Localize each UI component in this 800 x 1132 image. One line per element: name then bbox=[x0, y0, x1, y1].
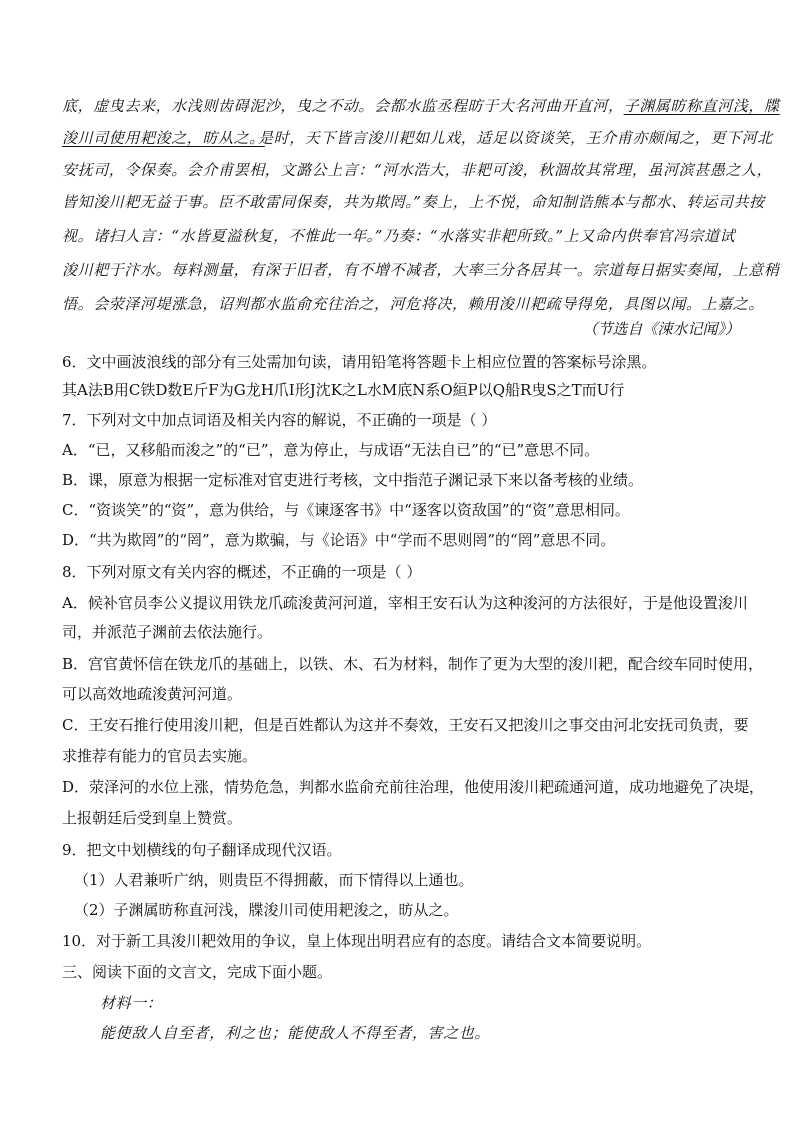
question-8-option-a-line-1: A．候补官员李公义提议用铁龙爪疏浚黄河河道，宰相王安石认为这种浚河的方法很好，于是他设置浚川 bbox=[62, 594, 748, 612]
question-6: 6．文中画波浪线的部分有三处需加句读，请用铅笔将答题卡上相应位置的答案标号涂黑。 bbox=[62, 353, 657, 371]
passage-line-1-text: 底，虚曳去来，水浅则齿碍泥沙，曳之不动。会都水监丞程昉于大名河曲开直河， bbox=[62, 97, 624, 115]
question-7-option-c: C．“资谈笑”的“资”，意为供给，与《谏逐客书》中“逐客以资敌国”的“资”意思相同。 bbox=[62, 501, 630, 519]
question-8: 8．下列对原文有关内容的概述，不正确的一项是（ ） bbox=[62, 563, 422, 581]
question-8-option-b-line-2: 可以高效地疏浚黄河河道。 bbox=[62, 685, 243, 703]
material-1-label: 材料一： bbox=[100, 994, 163, 1012]
passage-line-1 bbox=[62, 96, 780, 116]
question-7-option-d: D．“共为欺罔”的“罔”，意为欺骗，与《论语》中“学而不思则罔”的“罔”意思不同。 bbox=[62, 531, 616, 549]
question-8-option-d-line-1: D．荥泽河的水位上涨，情势危急，判都水监俞充前往治理，他使用浚川耙疏通河道，成功地避免了决堤， bbox=[62, 778, 765, 796]
question-8-option-a-line-2: 司，并派范子渊前去依法施行。 bbox=[62, 623, 273, 641]
passage-line-6: 浚川耙于汴水。每料测量，有深于旧者，有不增不减者，大率三分各居其一。宗道每日据实奏闻，上意稍 bbox=[62, 261, 780, 279]
passage-line-2-rest: 是时，天下皆言浚川耙如儿戏，适足以资谈笑，王介甫亦颇闻之，更下河北 bbox=[258, 129, 773, 147]
question-10: 10．对于新工具浚川耙效用的争议，皇上体现出明君应有的态度。请结合文本简要说明。 bbox=[62, 932, 652, 950]
passage-line-5: 视。诸扫人言：“水皆夏溢秋复，不惟此一年。”乃奏：“水落实非耙所致。”上又命内供奉官冯宗道试 bbox=[62, 227, 736, 245]
section-3-heading: 三、阅读下面的文言文，完成下面小题。 bbox=[62, 963, 333, 981]
question-7: 7．下列对文中加点词语及相关内容的解说，不正确的一项是（ ） bbox=[62, 411, 497, 429]
passage-source: （节选自《涑水记闻》） bbox=[582, 320, 740, 338]
question-7-option-b: B．课，原意为根据一定标准对官吏进行考核，文中指范子渊记录下来以备考核的业绩。 bbox=[62, 471, 644, 489]
question-9-item-1: （1）人君兼听广纳，则贵臣不得拥蔽，而下情得以上通也。 bbox=[74, 871, 474, 889]
underlined-sentence-part-2: 浚川司使用耙浚之，昉从之。 bbox=[62, 129, 265, 147]
question-9-item-2: （2）子渊属昉称直河浅，牒浚川司使用耙浚之，昉从之。 bbox=[74, 901, 459, 919]
question-8-option-c-line-2: 求推荐有能力的官员去实施。 bbox=[62, 747, 258, 765]
passage-line-3: 安抚司，令保奏。会介甫罢相，文潞公上言：“河水浩大，非耙可浚，秋涸故其常理，虽河滨甚愚之人， bbox=[62, 161, 773, 179]
question-8-option-b-line-1: B．宫官黄怀信在铁龙爪的基础上，以铁、木、石为材料，制作了更为大型的浚川耙，配合绞车同时使用， bbox=[62, 655, 764, 673]
question-8-option-d-line-2: 上报朝廷后受到皇上赞赏。 bbox=[62, 809, 243, 827]
question-7-option-a: A．“已，又移船而浚之”的“已”，意为停止，与成语“无法自已”的“已”意思不同。 bbox=[62, 441, 600, 459]
question-6-options: 其A法B用C铁D数E斤F为G龙H爪I形J沈K之L水M底N系O絙P以Q船R曳S之T而U行 bbox=[62, 381, 625, 399]
material-1-text: 能使敌人自至者，利之也；能使敌人不得至者，害之也。 bbox=[100, 1024, 491, 1042]
question-9: 9．把文中划横线的句子翻译成现代汉语。 bbox=[62, 841, 342, 859]
underlined-sentence-part-1: 子渊属昉称直河浅，牒 bbox=[623, 97, 780, 115]
passage-line-7: 悟。会荥泽河堤涨急，诏判都水监俞充往治之，河危将决，赖用浚川耙疏导得免，具图以闻。上嘉之。 bbox=[62, 295, 765, 313]
question-8-option-c-line-1: C．王安石推行使用浚川耙，但是百姓都认为这并不奏效，王安石又把浚川之事交由河北安抚司负责，要 bbox=[62, 716, 749, 734]
passage-line-4: 皆知浚川耙无益于事。臣不敢雷同保奏，共为欺罔。”奏上，上不悦，命知制诰熊本与都水、转运司共按 bbox=[62, 193, 765, 211]
